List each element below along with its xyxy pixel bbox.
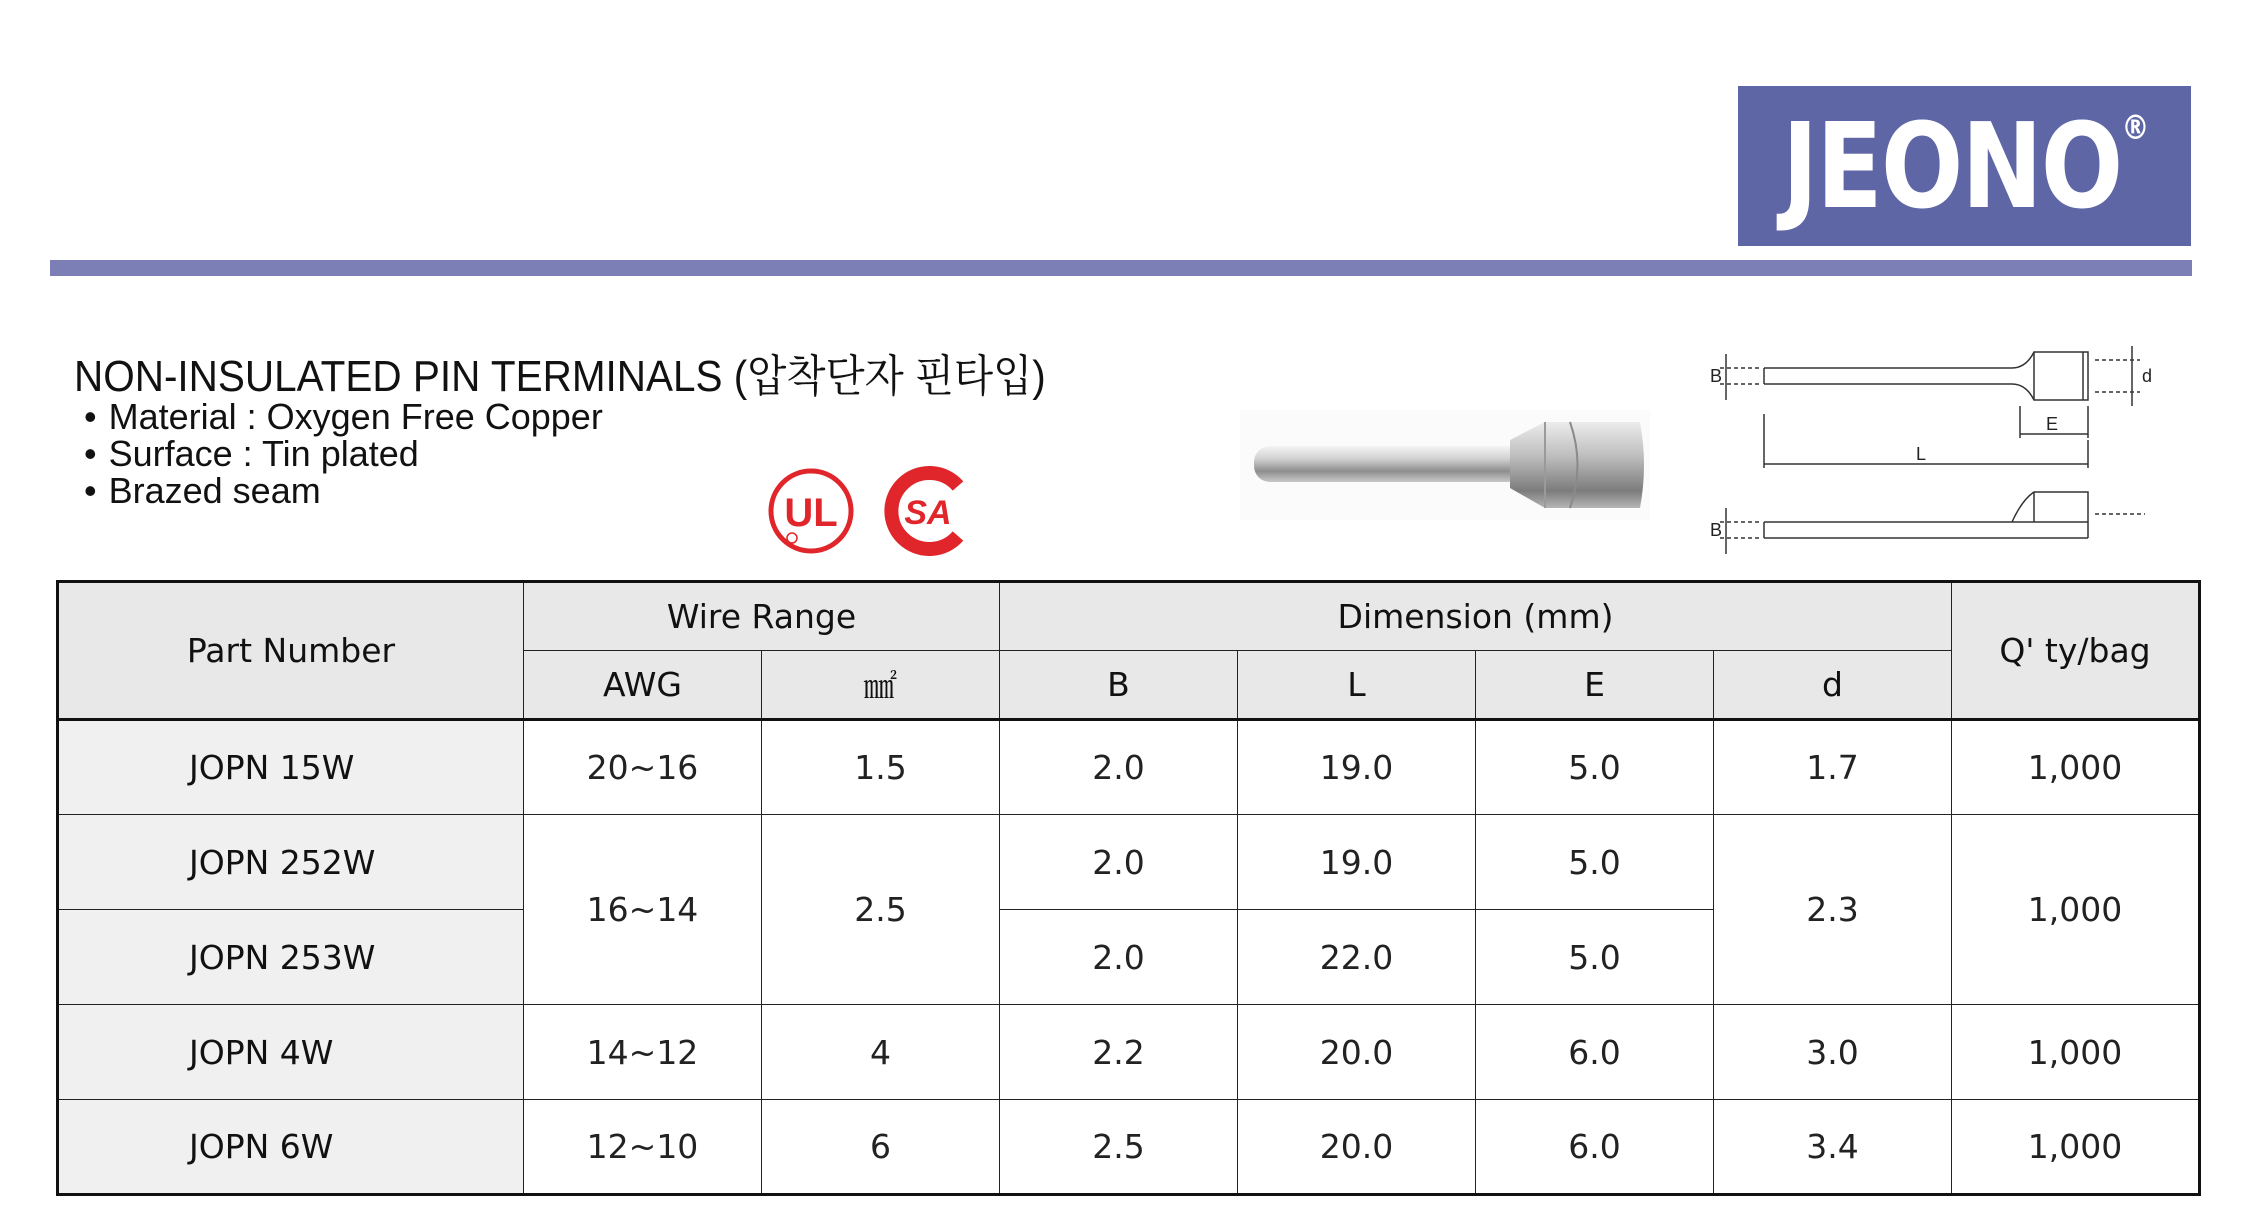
header-d: d bbox=[1714, 651, 1952, 720]
d-cell: 2.3 bbox=[1714, 815, 1952, 1005]
b-cell: 2.2 bbox=[1000, 1005, 1238, 1100]
e-cell: 6.0 bbox=[1476, 1100, 1714, 1195]
dimension-drawing bbox=[1700, 340, 2180, 570]
header-e: E bbox=[1476, 651, 1714, 720]
drawing-label-e: E bbox=[2046, 414, 2059, 434]
mm2-cell: 1.5 bbox=[762, 720, 1000, 815]
registered-mark: ® bbox=[2121, 108, 2148, 148]
e-cell: 5.0 bbox=[1476, 815, 1714, 910]
e-cell: 5.0 bbox=[1476, 910, 1714, 1005]
drawing-label-b-top: B bbox=[1710, 366, 1723, 386]
table-row bbox=[58, 1005, 2200, 1100]
part-number-cell: JOPN 252W bbox=[58, 815, 524, 910]
header-rule bbox=[50, 260, 2192, 276]
header-wire-range: Wire Range bbox=[524, 582, 1000, 651]
spec-seam: • Brazed seam bbox=[84, 472, 603, 509]
e-cell: 6.0 bbox=[1476, 1005, 1714, 1100]
drawing-label-l: L bbox=[1916, 444, 1927, 464]
qty-cell: 1,000 bbox=[1952, 1100, 2200, 1195]
l-cell: 19.0 bbox=[1238, 815, 1476, 910]
table-row bbox=[58, 1100, 2200, 1195]
brand-logo bbox=[1738, 86, 2191, 246]
awg-cell: 16~14 bbox=[524, 815, 762, 1005]
product-title: NON-INSULATED PIN TERMINALS (압착단자 핀타입) bbox=[74, 352, 1046, 401]
part-number-cell: JOPN 4W bbox=[58, 1005, 524, 1100]
spec-surface: • Surface : Tin plated bbox=[84, 435, 603, 472]
header-qty: Q' ty/bag bbox=[1952, 582, 2200, 720]
part-number-cell: JOPN 15W bbox=[58, 720, 524, 815]
qty-cell: 1,000 bbox=[1952, 815, 2200, 1005]
header-mm2: ㎟ bbox=[762, 651, 1000, 720]
drawing-label-b-side: B bbox=[1710, 520, 1723, 540]
mm2-cell: 6 bbox=[762, 1100, 1000, 1195]
header-awg: AWG bbox=[524, 651, 762, 720]
d-cell: 3.0 bbox=[1714, 1005, 1952, 1100]
d-cell: 3.4 bbox=[1714, 1100, 1952, 1195]
header-dimension: Dimension (mm) bbox=[1000, 582, 1952, 651]
qty-cell: 1,000 bbox=[1952, 1005, 2200, 1100]
l-cell: 20.0 bbox=[1238, 1005, 1476, 1100]
l-cell: 19.0 bbox=[1238, 720, 1476, 815]
qty-cell: 1,000 bbox=[1952, 720, 2200, 815]
csa-cert-label: SA bbox=[904, 494, 952, 532]
e-cell: 5.0 bbox=[1476, 720, 1714, 815]
header-b: B bbox=[1000, 651, 1238, 720]
part-number-cell: JOPN 253W bbox=[58, 910, 524, 1005]
header-l: L bbox=[1238, 651, 1476, 720]
spec-table bbox=[56, 580, 2201, 1196]
ul-cert-icon bbox=[766, 466, 856, 556]
drawing-label-d: d bbox=[2142, 366, 2153, 386]
b-cell: 2.0 bbox=[1000, 815, 1238, 910]
csa-cert-icon bbox=[880, 466, 980, 556]
logo-text: JEONO® bbox=[1781, 97, 2148, 235]
mm2-cell: 4 bbox=[762, 1005, 1000, 1100]
awg-cell: 20~16 bbox=[524, 720, 762, 815]
l-cell: 20.0 bbox=[1238, 1100, 1476, 1195]
part-number-cell: JOPN 6W bbox=[58, 1100, 524, 1195]
b-cell: 2.0 bbox=[1000, 910, 1238, 1005]
table-row bbox=[58, 815, 2200, 910]
awg-cell: 14~12 bbox=[524, 1005, 762, 1100]
ul-cert-label: UL bbox=[784, 491, 838, 535]
spec-material: • Material : Oxygen Free Copper bbox=[84, 398, 603, 435]
l-cell: 22.0 bbox=[1238, 910, 1476, 1005]
table-row bbox=[58, 720, 2200, 815]
b-cell: 2.5 bbox=[1000, 1100, 1238, 1195]
spec-list bbox=[84, 398, 603, 509]
d-cell: 1.7 bbox=[1714, 720, 1952, 815]
header-part-number: Part Number bbox=[58, 582, 524, 720]
pin-terminal-photo bbox=[1240, 410, 1650, 520]
awg-cell: 12~10 bbox=[524, 1100, 762, 1195]
b-cell: 2.0 bbox=[1000, 720, 1238, 815]
mm2-cell: 2.5 bbox=[762, 815, 1000, 1005]
